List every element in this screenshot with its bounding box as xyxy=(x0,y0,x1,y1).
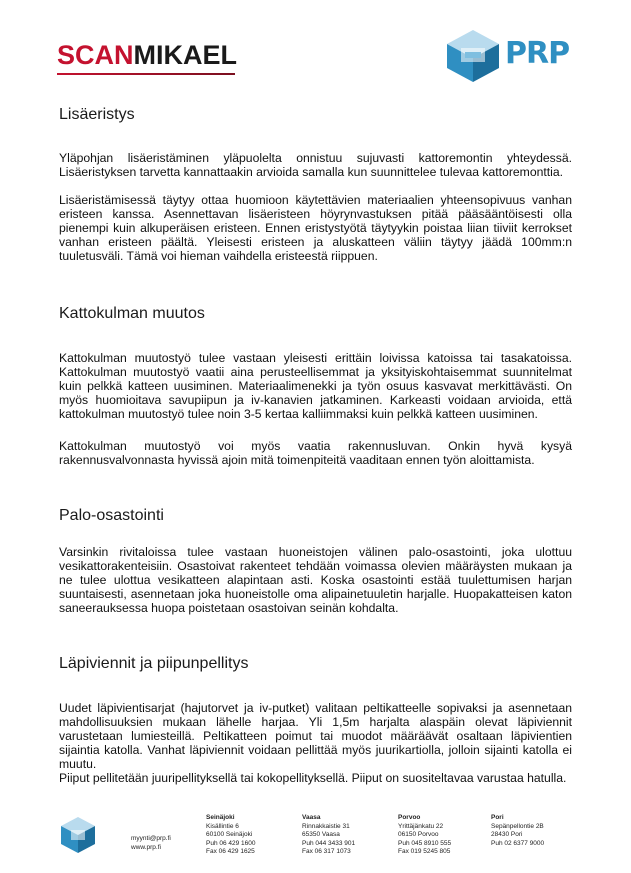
footer-web[interactable]: www.prp.fi xyxy=(131,843,161,851)
office-street: Rinnakkaistie 31 xyxy=(302,822,350,830)
prp-logo-text: PRP xyxy=(505,36,570,71)
office-phone: Puh 044 3433 901 xyxy=(302,839,356,847)
office-city: Porvoo xyxy=(398,814,421,821)
paragraph: Yläpohjan lisäeristäminen yläpuolelta onnistuu sujuvasti kattoremontin yhteydessä. Lisäeristyksen tarvetta kannattaakin arvioida samalla kun suunnittelee tulevaa kattoremonttia. xyxy=(59,151,572,179)
footer-contact xyxy=(131,835,171,852)
office-fax: Fax 06 429 1625 xyxy=(206,848,255,855)
office-fax: Fax 06 317 1073 xyxy=(302,848,351,855)
paragraph: Lisäeristämisessä täytyy ottaa huomioon käytettävien materiaalien yhteensopivuus vanhan eristeen kanssa. Asennettavan lisäeristeen höyrynvastuksen pitää pääsääntöisesti olla pienempi kuin alkuperäisen eristeen. Ennen eristystyötä täytyykin poistaa liian tiiviit kerrokset vanhan eristeen päältä. Yleisesti eristeen ja aluskatteen väliin täytyy jäädä 100mm:n tuuletusväli. Tämä voi hieman vaihdella eristeestä riippuen. xyxy=(59,193,572,263)
office-postal: 65350 Vaasa xyxy=(302,831,340,838)
office-postal: 28430 Pori xyxy=(491,831,523,838)
office-street: Sepänpellontie 2B xyxy=(491,822,544,830)
office-city: Seinäjoki xyxy=(206,814,235,821)
office-phone: Puh 045 8910 555 xyxy=(398,839,452,847)
office-postal: 06150 Porvoo xyxy=(398,831,439,838)
office-fax: Fax 019 5245 805 xyxy=(398,848,451,855)
logo-underline xyxy=(57,73,235,75)
paragraph: Kattokulman muutostyö tulee vastaan yleisesti erittäin loivissa katoissa tai tasakatoissa. Kattokulman muutostyö vaatii aina perusteellisemmat ja yksityiskohtaisemmat suunnitelmat kuin pelkkä katteen uusiminen. Materiaalimenekki ja työn osuus kasvavat merkittävästi. On myös huomioitava savupiipun ja iv-kanavien jatkaminen. Karkeasti voidaan arvioida, että kattokulman muutostyö tulee noin 3-5 kertaa kalliimmaksi kuin pelkkä katteen uusiminen. xyxy=(59,351,572,421)
section-title-lisaeristys: Lisäeristys xyxy=(59,106,135,123)
paragraph: Varsinkin rivitaloissa tulee vastaan huoneistojen välinen palo-osastointi, joka ulottuu vesikattorakenteisiin. Osastoivat rakenteet tehdään voimassa olevien määräysten mukaan ja ne tulee ulottua vesikatteen alapintaan asti. Koska osastointi estää tuulettumisen harjan suuntaisesti, asennetaan joka huoneistolle oma alipainetuuletin harjalle. Huopakatteisen katon saneerauksessa huopa poistetaan osastoivan seinän kohdalta. xyxy=(59,545,572,615)
office-street: Kisällintie 6 xyxy=(206,822,239,830)
footer-office xyxy=(491,814,544,848)
footer-email[interactable]: myynti@prp.fi xyxy=(131,835,171,842)
office-postal: 60100 Seinäjoki xyxy=(206,831,253,838)
section-title-palo-osastointi: Palo-osastointi xyxy=(59,507,164,524)
prp-logo xyxy=(443,28,573,84)
logo-mikael-text: MIKAEL xyxy=(133,40,238,70)
office-city: Vaasa xyxy=(302,814,321,821)
footer-office xyxy=(398,814,451,857)
office-phone: Puh 02 6377 9000 xyxy=(491,839,545,847)
section-title-kattokulman-muutos: Kattokulman muutos xyxy=(59,305,205,322)
footer-office xyxy=(206,814,256,857)
section-title-lapiviennit: Läpiviennit ja piipunpellitys xyxy=(59,655,249,672)
office-phone: Puh 06 429 1600 xyxy=(206,839,256,847)
paragraph: Kattokulman muutostyö voi myös vaatia rakennusluvan. Onkin hyvä kysyä rakennusvalvonnasta hyvissä ajoin mitä toimenpiteitä vaaditaan ennen työn aloittamista. xyxy=(59,439,572,467)
office-city: Pori xyxy=(491,814,504,821)
scanmikael-logo xyxy=(57,40,237,71)
paragraph: Piiput pellitetään juuripellityksellä tai kokopellityksellä. Piiput on suositeltavaa varustaa hatulla. xyxy=(59,771,567,785)
office-street: Yrittäjänkatu 22 xyxy=(398,822,444,830)
paragraph: Uudet läpivientisarjat (hajutorvet ja iv-putket) valitaan peltikatteelle sopivaksi ja asennetaan mahdollisuuksien mukaan lähelle harjaa. Yli 1,5m harjalta alaspäin olevat läpiviennit varustetaan lumiesteillä. Peltikatteen poimut tai muodot määräävät osaltaan läpivientien sijaintia katolla. Vanhat läpiviennit voidaan pellittää myös juurikartiolla, jolloin sijainti katolla ei muutu. xyxy=(59,701,572,771)
footer-office xyxy=(302,814,355,857)
footer xyxy=(0,810,631,870)
prp-cube-icon xyxy=(443,28,503,84)
logo-scan-text: SCAN xyxy=(57,40,134,70)
